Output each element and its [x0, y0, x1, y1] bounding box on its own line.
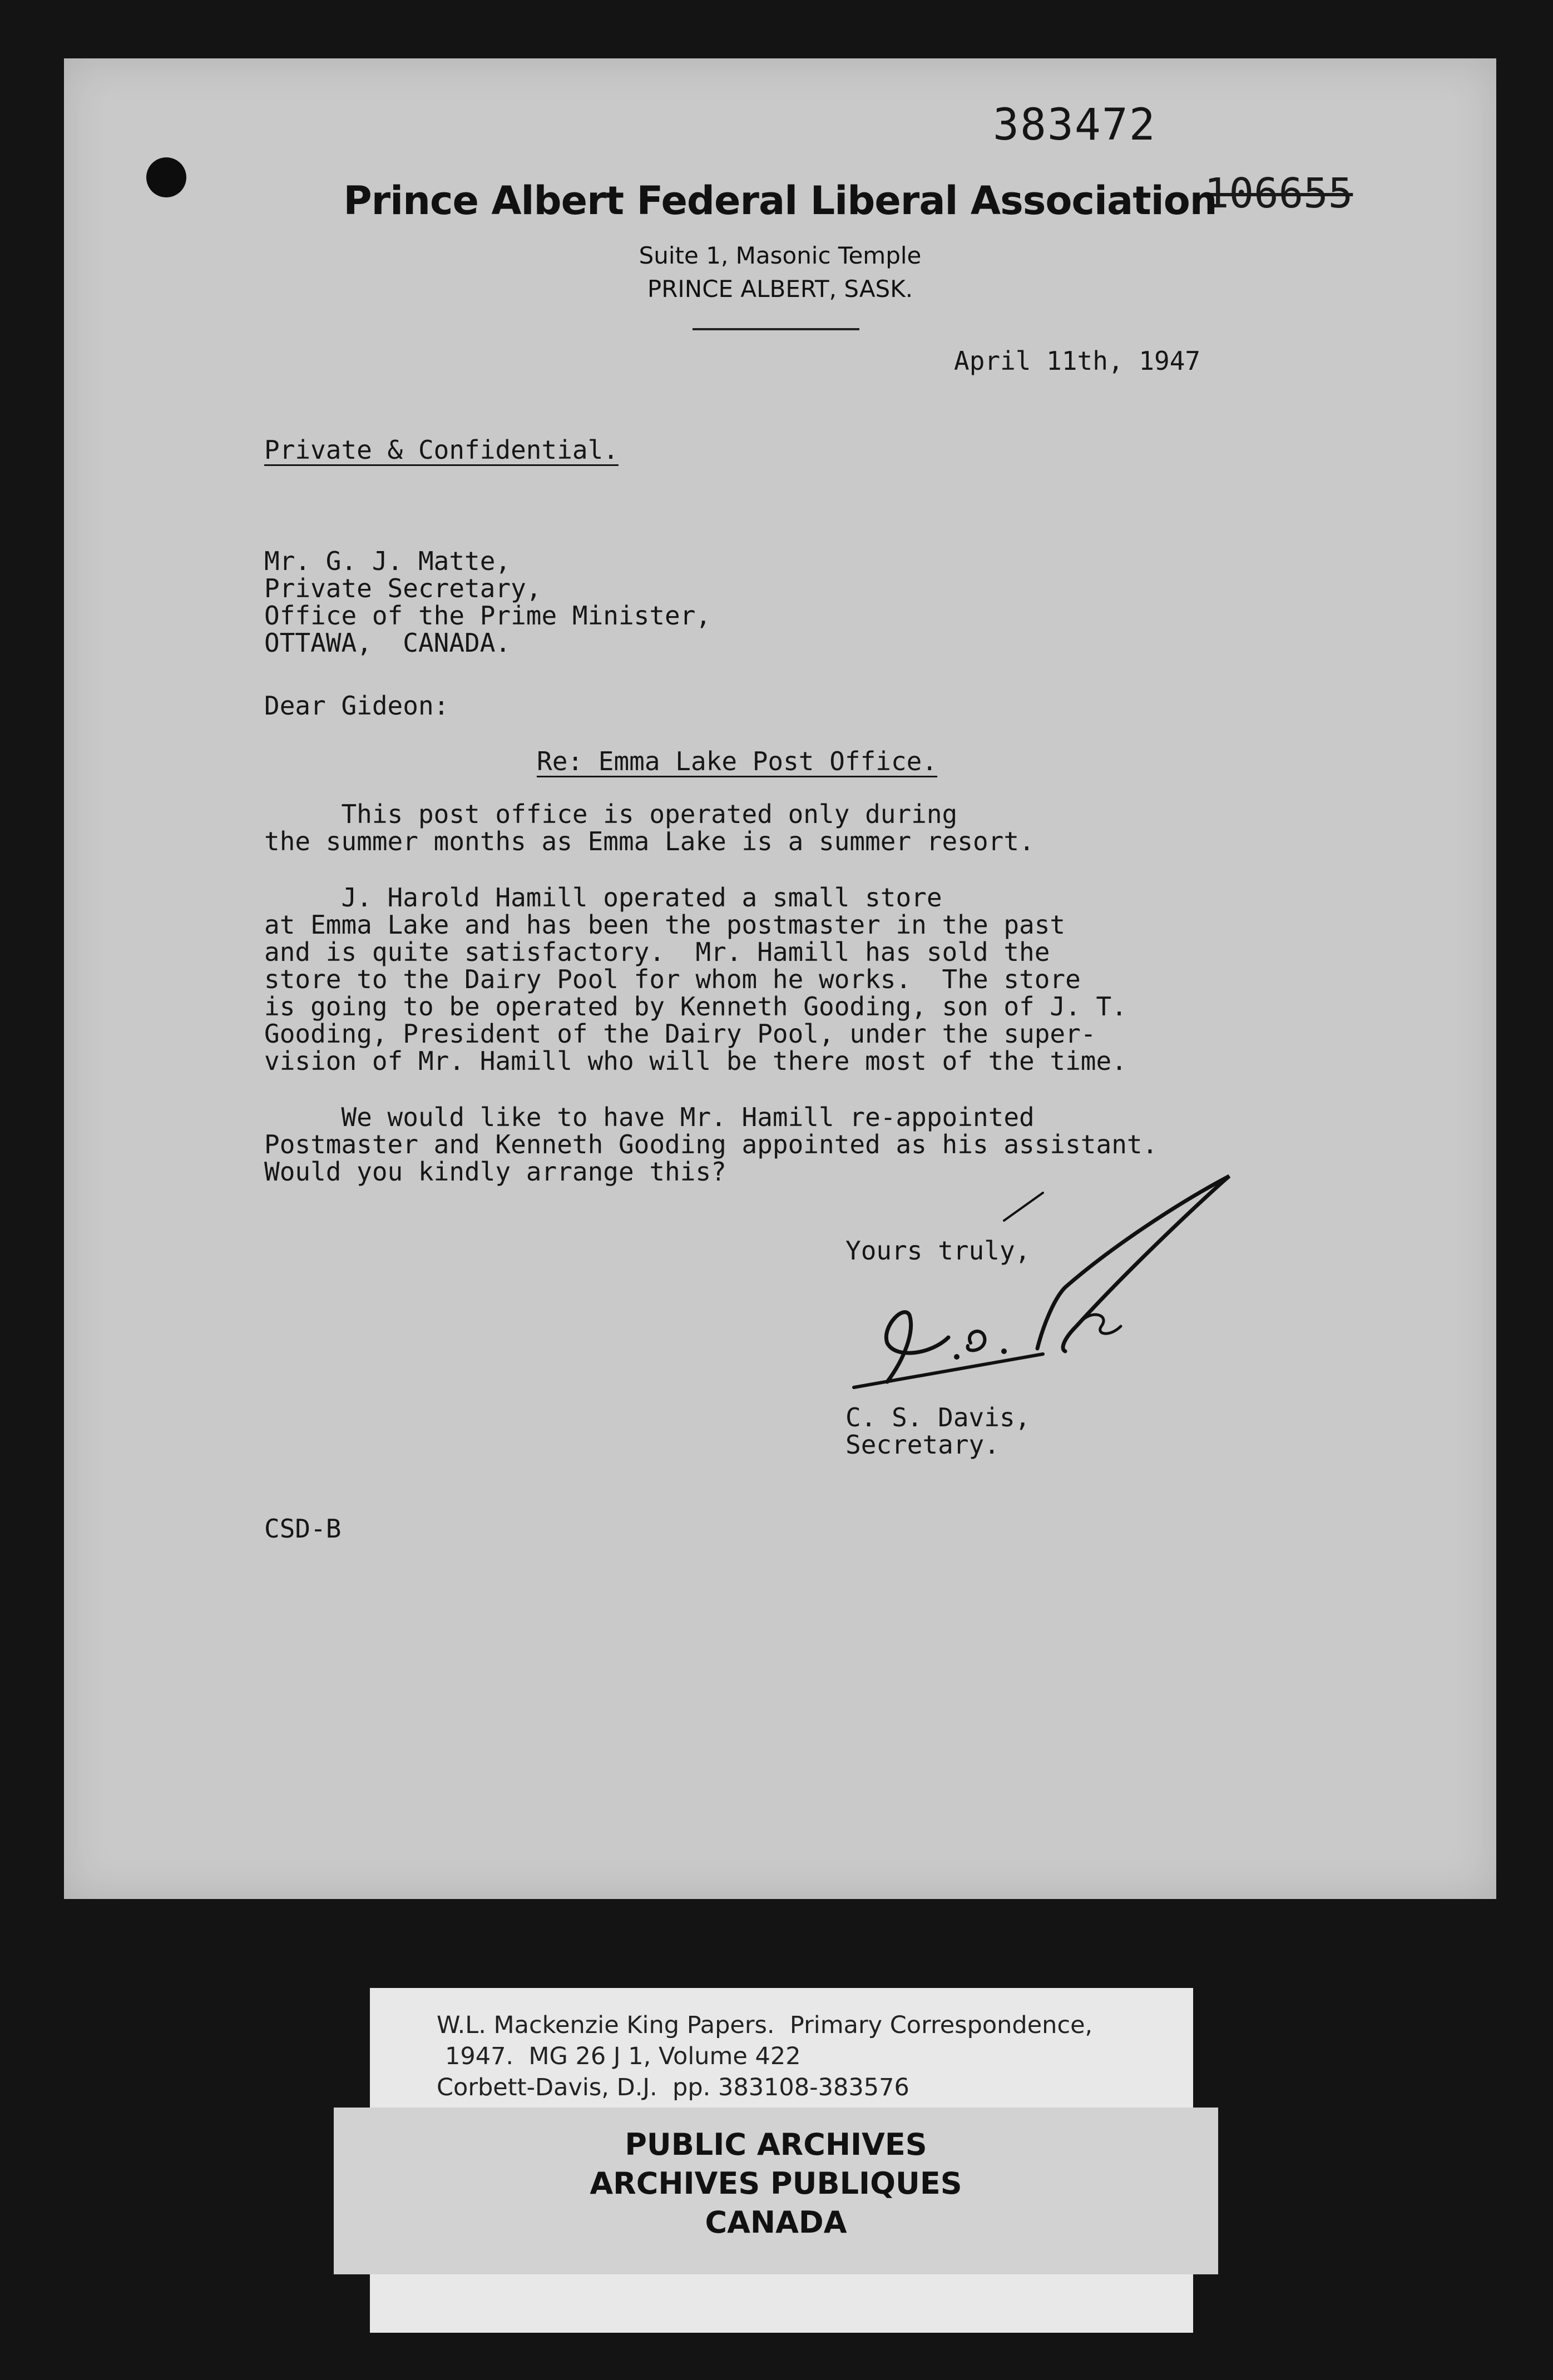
body-line: J. Harold Hamill operated a small store: [264, 882, 942, 913]
body-line: Would you kindly arrange this?: [264, 1157, 726, 1187]
handwritten-signature: [820, 1159, 1321, 1415]
archive-label-line3: Corbett-Davis, D.J. pp. 383108-383576: [437, 2074, 909, 2101]
archives-stamp: [334, 2108, 1218, 2274]
body-line: at Emma Lake and has been the postmaster in the past: [264, 910, 1066, 940]
body-line: We would like to have Mr. Hamill re-appointed: [264, 1102, 1035, 1132]
archive-label-line1: W.L. Mackenzie King Papers. Primary Correspondence,: [437, 2011, 1093, 2039]
complimentary-close: Yours truly,: [845, 1236, 1031, 1266]
archive-label-line2: 1947. MG 26 J 1, Volume 422: [445, 2042, 801, 2070]
body-line: is going to be operated by Kenneth Gooding, son of J. T.: [264, 991, 1127, 1022]
letter-page: [64, 58, 1496, 1899]
recipient-line: Office of the Prime Minister,: [264, 601, 711, 631]
signer-name: C. S. Davis,: [845, 1402, 1031, 1432]
body-line: and is quite satisfactory. Mr. Hamill has sold the: [264, 937, 1050, 967]
body-line: store to the Dairy Pool for whom he works. The store: [264, 964, 1081, 994]
reference-initials: CSD-B: [264, 1514, 342, 1544]
salutation: Dear Gideon:: [264, 691, 449, 721]
organization-address-line1: Suite 1, Masonic Temple: [639, 242, 922, 269]
organization-name: Prince Albert Federal Liberal Association: [343, 178, 1217, 224]
confidential-marking: Private & Confidential.: [264, 435, 619, 465]
recipient-line: Mr. G. J. Matte,: [264, 546, 511, 576]
subject-line: Re: Emma Lake Post Office.: [537, 746, 938, 776]
recipient-line: OTTAWA, CANADA.: [264, 628, 511, 658]
body-line: This post office is operated only during: [264, 799, 958, 829]
letterhead-divider: [693, 328, 859, 330]
body-line: the summer months as Emma Lake is a summer resort.: [264, 826, 1035, 856]
signer-title: Secretary.: [845, 1430, 1000, 1460]
old-archive-number: 106655: [1204, 170, 1353, 217]
archive-number: 383472: [993, 100, 1156, 150]
body-line: Gooding, President of the Dairy Pool, under the super-: [264, 1019, 1096, 1049]
archives-stamp-line: PUBLIC ARCHIVES: [625, 2127, 927, 2162]
archives-stamp-line: ARCHIVES PUBLIQUES: [590, 2166, 962, 2201]
letter-date: April 11th, 1947: [954, 346, 1201, 376]
recipient-line: Private Secretary,: [264, 573, 542, 603]
body-line: vision of Mr. Hamill who will be there most of the time.: [264, 1046, 1127, 1076]
archives-stamp-line: CANADA: [705, 2205, 847, 2240]
body-line: Postmaster and Kenneth Gooding appointed as his assistant.: [264, 1129, 1158, 1159]
organization-address-line2: PRINCE ALBERT, SASK.: [647, 275, 913, 303]
